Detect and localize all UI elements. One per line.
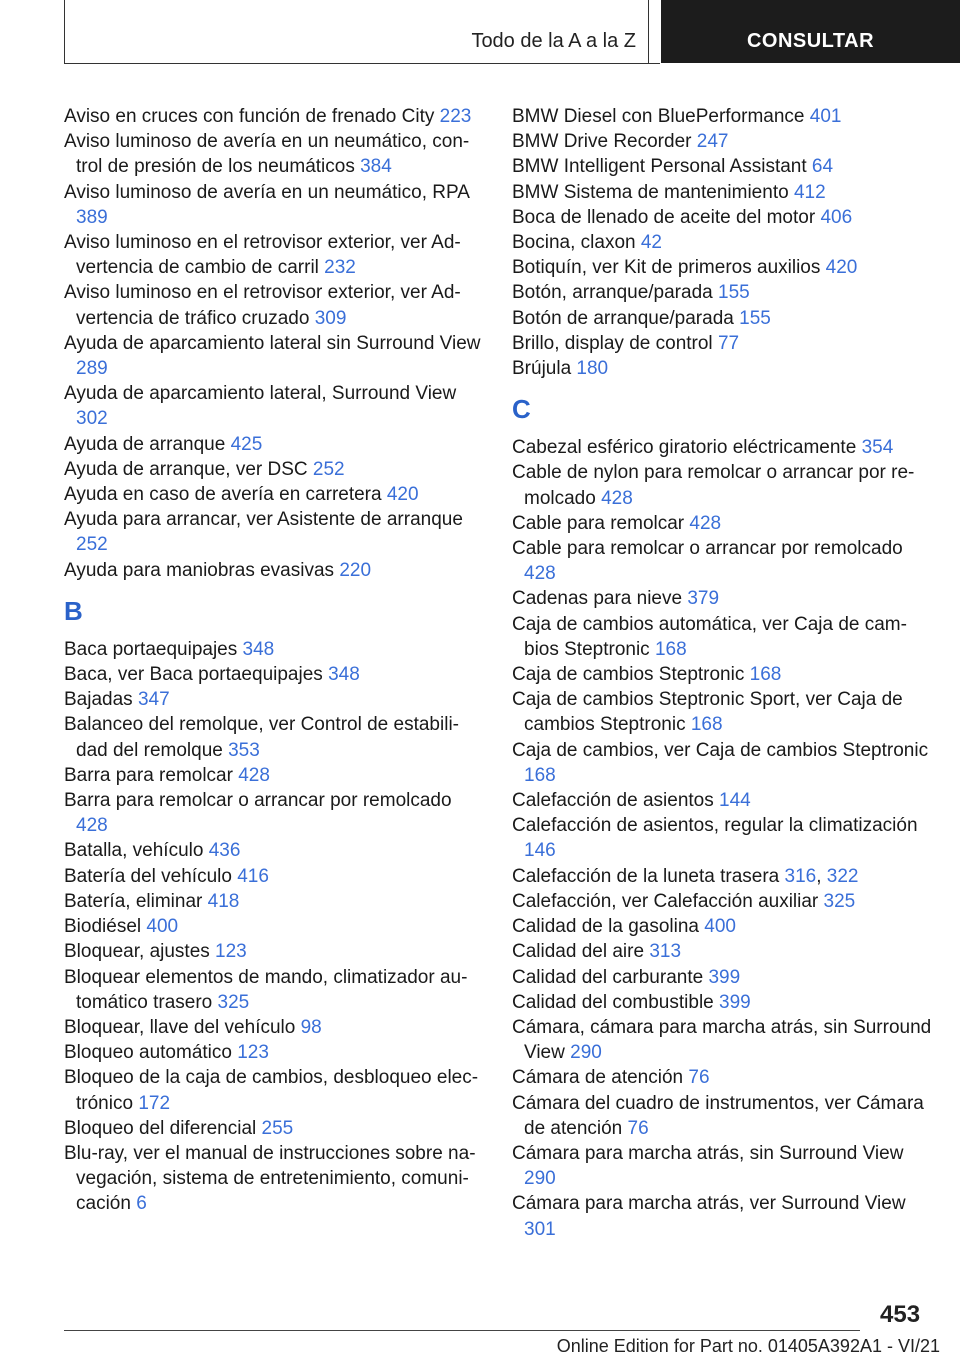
page-reference-link[interactable]: 223: [439, 106, 472, 127]
page-reference-link[interactable]: 428: [601, 487, 633, 509]
header-left-border: [64, 0, 65, 64]
index-entry: [512, 1091, 932, 1141]
index-entry: [64, 788, 484, 838]
index-entry: [64, 687, 484, 712]
page-reference-link[interactable]: 232: [324, 257, 356, 279]
index-entry-text: Cable de nylon para remolcar o arrancar por remolcado: [512, 462, 915, 509]
index-entry: [512, 205, 932, 230]
index-entry: [512, 255, 932, 280]
page-reference-link[interactable]: 290: [524, 1168, 556, 1190]
tab-separator: [648, 0, 649, 64]
index-entry: [512, 586, 932, 611]
index-entry: [64, 1065, 484, 1115]
page-reference-link[interactable]: 168: [690, 714, 723, 736]
index-entry-text: Baca, ver Baca portaequipajes: [64, 664, 329, 686]
index-entry-text: Bloqueo de la caja de cambios, desbloqueo electrónico: [64, 1067, 479, 1114]
index-entry: [512, 1065, 932, 1090]
page-reference-link[interactable]: 389: [76, 206, 108, 228]
index-column-left: [64, 104, 484, 1217]
page-reference-link[interactable]: 220: [339, 559, 372, 581]
index-entry-text: Cable para remolcar o arrancar por remolcado: [512, 538, 903, 560]
page-reference-link[interactable]: 316: [784, 865, 817, 887]
page-reference-link[interactable]: 168: [524, 764, 556, 786]
index-entry: [64, 939, 484, 964]
index-entry: [64, 180, 484, 230]
index-entry: [64, 432, 484, 457]
index-entry: [512, 511, 932, 536]
page-reference-link[interactable]: 76: [627, 1117, 649, 1139]
index-entry-text: Cadenas para nieve: [512, 588, 688, 610]
index-entry-text: Bloquear, ajustes: [64, 941, 216, 963]
index-entry: [64, 331, 484, 381]
index-entry: [512, 687, 932, 737]
index-entry-text: Boca de llenado de aceite del motor: [512, 206, 821, 228]
tab-consultar[interactable]: CONSULTAR: [661, 0, 960, 63]
page-reference-link[interactable]: 322: [826, 865, 859, 887]
index-entry-text: Calidad del carburante: [512, 966, 709, 988]
index-entry: [64, 558, 484, 583]
index-entry: [64, 482, 484, 507]
index-entry: [64, 129, 484, 179]
index-entry-text: Brújula: [512, 358, 577, 380]
index-entry: [512, 180, 932, 205]
index-entry-text: Botón, arranque/parada: [512, 282, 718, 304]
index-entry-text: Ayuda en caso de avería en carretera: [64, 484, 387, 506]
index-entry-text: Calidad de la gasolina: [512, 916, 705, 938]
section-letter-c: C: [512, 394, 531, 425]
page-reference-link[interactable]: 418: [207, 890, 240, 912]
index-entry-text: Aviso en cruces con función de frenado City: [64, 106, 440, 127]
page-reference-link[interactable]: 428: [524, 563, 556, 585]
index-entry: [64, 1015, 484, 1040]
page-reference-link[interactable]: 428: [689, 512, 722, 534]
index-entry: [512, 129, 932, 154]
index-column-right: [512, 104, 932, 1242]
page-reference-link[interactable]: 325: [217, 991, 250, 1013]
page-reference-link[interactable]: 155: [718, 282, 750, 304]
page-reference-link[interactable]: 400: [146, 916, 179, 938]
page-reference-link[interactable]: 428: [76, 815, 108, 837]
index-entry: [512, 965, 932, 990]
index-entry: [64, 838, 484, 863]
index-entry-text: Aviso luminoso en el retrovisor exterior, ver Advertencia de cambio de carril: [64, 232, 461, 279]
page-reference-link[interactable]: 412: [793, 181, 826, 203]
index-entry: [64, 457, 484, 482]
page-reference-link[interactable]: 168: [654, 638, 687, 660]
index-entry-text: Batalla, vehículo: [64, 840, 209, 862]
index-entry-text: Cabezal esférico giratorio eléctricamente: [512, 437, 862, 459]
index-entry-text: Calefacción de la luneta trasera: [512, 865, 785, 887]
index-entry: [64, 637, 484, 662]
index-entry-text: Aviso luminoso de avería en un neumático, control de presión de los neumáticos: [64, 131, 470, 178]
index-entry-text: BMW Sistema de mantenimiento: [512, 181, 794, 203]
index-entry: Calefacción de la luneta trasera 316, 322: [512, 865, 859, 887]
header-bottom-border: [64, 63, 660, 64]
page-reference-link[interactable]: 289: [76, 358, 108, 380]
section-letter-b: B: [64, 595, 83, 626]
index-entry-text: Brillo, display de control: [512, 332, 718, 354]
index-entry: [512, 1191, 932, 1241]
index-entry-text: Cable para remolcar: [512, 512, 690, 534]
page-reference-link[interactable]: 325: [823, 890, 856, 912]
index-entry: [64, 280, 484, 330]
index-entry-text: Aviso luminoso en el retrovisor exterior, ver Advertencia de tráfico cruzado: [64, 282, 461, 329]
index-entry-text: Baca portaequipajes: [64, 638, 243, 660]
index-entry-text: Ayuda de arranque: [64, 433, 231, 455]
index-entry-text: Ayuda de aparcamiento lateral sin Surround View: [64, 332, 481, 354]
index-entry: [512, 813, 932, 863]
index-entry: [512, 280, 932, 305]
page-reference-link[interactable]: 420: [825, 257, 858, 279]
index-entry: [512, 435, 932, 460]
index-entry-text: Caja de cambios automática, ver Caja de cambios Steptronic: [512, 613, 907, 660]
index-entry: [64, 965, 484, 1015]
index-entry: [64, 914, 484, 939]
page-reference-link[interactable]: 252: [312, 458, 345, 480]
page-reference-link[interactable]: 428: [238, 764, 270, 786]
footer-divider: [64, 1330, 860, 1331]
page-reference-link[interactable]: 42: [640, 232, 662, 254]
page-reference-link[interactable]: 290: [570, 1042, 602, 1064]
index-entry-text: Caja de cambios Steptronic: [512, 664, 750, 686]
page-reference-link[interactable]: 399: [708, 966, 741, 988]
index-entry-text: Bloquear elementos de mando, climatizador automático trasero: [64, 966, 468, 1013]
index-entry: [512, 939, 932, 964]
page-reference-link[interactable]: 144: [719, 790, 751, 812]
index-entry: [64, 104, 484, 129]
tab-todo-de-la-a-a-la-z[interactable]: Todo de la A a la Z: [471, 30, 636, 52]
index-entry-text: Cámara, cámara para marcha atrás, sin Surround View: [512, 1016, 932, 1064]
index-entry-text: Calidad del aire: [512, 941, 650, 963]
index-entry: [512, 104, 932, 129]
index-entry-text: Bloqueo automático: [64, 1042, 238, 1064]
index-entry-text: Balanceo del remolque, ver Control de estabilidad del remolque: [64, 714, 459, 761]
page-reference-link[interactable]: 155: [739, 307, 771, 329]
page-reference-link[interactable]: 98: [300, 1016, 322, 1038]
page-reference-link[interactable]: 348: [328, 664, 360, 686]
index-entry: [512, 154, 932, 179]
index-entry: [512, 662, 932, 687]
page-reference-link[interactable]: 123: [215, 941, 247, 963]
page-reference-link[interactable]: 313: [649, 941, 682, 963]
index-entry-text: Batería, eliminar: [64, 890, 208, 912]
page-reference-link[interactable]: 416: [237, 865, 269, 887]
page-reference-link[interactable]: 400: [704, 916, 736, 938]
index-entry-text: Calefacción, ver Calefacción auxiliar: [512, 890, 824, 912]
page-reference-link[interactable]: 77: [717, 332, 740, 354]
index-entry-text: Cámara para marcha atrás, sin Surround View: [512, 1142, 904, 1164]
page-reference-link[interactable]: 384: [360, 156, 392, 178]
index-entry-text: Aviso luminoso de avería en un neumático, RPA: [64, 181, 469, 203]
index-entry-text: Cámara para marcha atrás, ver Surround View: [512, 1193, 906, 1215]
index-entry: [64, 889, 484, 914]
index-entry: [64, 1040, 484, 1065]
index-entry-text: Bloquear, llave del vehículo: [64, 1016, 301, 1038]
index-entry: [64, 1141, 484, 1217]
index-entry: [512, 306, 932, 331]
index-entry: [64, 1116, 484, 1141]
index-entry-text: BMW Diesel con BluePerformance: [512, 106, 810, 127]
index-entry-text: Biodiésel: [64, 916, 147, 938]
page-reference-link[interactable]: 172: [138, 1092, 171, 1114]
page-reference-link[interactable]: 353: [228, 739, 260, 761]
index-entry-text: Caja de cambios Steptronic Sport, ver Caja de cambios Steptronic: [512, 689, 903, 736]
page-reference-link[interactable]: 379: [687, 588, 720, 610]
index-entry-text: Bajadas: [64, 689, 138, 711]
index-entry-text: Botón de arranque/parada: [512, 307, 740, 329]
index-entry-text: Botiquín, ver Kit de primeros auxilios: [512, 257, 826, 279]
page-reference-link[interactable]: 348: [242, 638, 275, 660]
index-entry: [512, 1141, 932, 1191]
footer-edition-text: Online Edition for Part no. 01405A392A1 - VI/21: [556, 1336, 940, 1356]
index-entry-text: Ayuda de aparcamiento lateral, Surround View: [64, 383, 457, 405]
page-reference-link[interactable]: 425: [230, 433, 263, 455]
index-entry-text: BMW Drive Recorder: [512, 131, 697, 153]
index-entry-text: Bocina, claxon: [512, 232, 641, 254]
index-entry: [512, 889, 932, 914]
page-reference-link[interactable]: 255: [261, 1117, 294, 1139]
index-entry: [64, 381, 484, 431]
index-entry-text: Blu-ray, ver el manual de instrucciones sobre navegación, sistema de entretenimiento, comunicación: [64, 1142, 476, 1215]
page-reference-link[interactable]: 64: [811, 156, 834, 178]
index-entry-text: Ayuda de arranque, ver DSC: [64, 458, 313, 480]
index-entry: [512, 788, 932, 813]
page-reference-link[interactable]: 168: [749, 664, 782, 686]
index-entry: [64, 662, 484, 687]
index-entry-text: Bloqueo del diferencial: [64, 1117, 262, 1139]
index-entry: [512, 536, 932, 586]
index-entry-text: Batería del vehículo: [64, 865, 238, 887]
index-entry: [64, 507, 484, 557]
page-reference-link[interactable]: 354: [861, 437, 894, 459]
index-entry-text: Ayuda para arrancar, ver Asistente de arranque: [64, 509, 463, 531]
index-entry: [512, 331, 932, 356]
page-reference-link[interactable]: 436: [208, 840, 241, 862]
index-entry: [512, 990, 932, 1015]
index-entry: [512, 230, 932, 255]
page-reference-link[interactable]: 420: [386, 484, 419, 506]
page-reference-link[interactable]: 6: [136, 1193, 147, 1215]
page-number: 453: [880, 1301, 921, 1328]
page-reference-link[interactable]: 146: [524, 840, 556, 862]
page-reference-link[interactable]: 301: [524, 1218, 556, 1240]
index-entry-text: Caja de cambios, ver Caja de cambios Steptronic: [512, 739, 929, 761]
index-entry: [512, 1015, 932, 1065]
index-entry-text: Calefacción de asientos, regular la climatización: [512, 815, 918, 837]
page-reference-link[interactable]: 76: [688, 1067, 710, 1089]
index-entry: [512, 738, 932, 788]
index-entry: [512, 460, 932, 510]
index-entry: [64, 864, 484, 889]
index-entry: [64, 712, 484, 762]
index-entry: [64, 763, 484, 788]
index-entry-text: Calidad del combustible: [512, 991, 720, 1013]
index-entry-text: BMW Intelligent Personal Assistant: [512, 156, 812, 178]
page-reference-link[interactable]: 123: [237, 1042, 269, 1064]
index-entry-text: Cámara del cuadro de instrumentos, ver Cámara de atención: [512, 1092, 924, 1139]
index-entry-text: Barra para remolcar o arrancar por remolcado: [64, 790, 452, 812]
index-entry: [64, 230, 484, 280]
page-reference-link[interactable]: 180: [576, 358, 609, 380]
page-reference-link[interactable]: 399: [719, 991, 751, 1013]
index-entry-text: Barra para remolcar: [64, 764, 239, 786]
index-entry-text: Cámara de atención: [512, 1067, 689, 1089]
page-reference-link[interactable]: 347: [137, 689, 170, 711]
index-entry-text: Calefacción de asientos: [512, 790, 720, 812]
page-reference-link[interactable]: 309: [314, 307, 347, 329]
page-reference-link[interactable]: 247: [696, 131, 729, 153]
page-reference-link[interactable]: 401: [809, 106, 842, 127]
page-reference-link[interactable]: 406: [820, 206, 853, 228]
page-reference-link[interactable]: 302: [76, 408, 108, 430]
index-entry-text: Ayuda para maniobras evasivas: [64, 559, 340, 581]
index-entry: [512, 914, 932, 939]
index-entry: [512, 612, 932, 662]
page-reference-link[interactable]: 252: [76, 534, 108, 556]
index-entry: [512, 356, 932, 381]
